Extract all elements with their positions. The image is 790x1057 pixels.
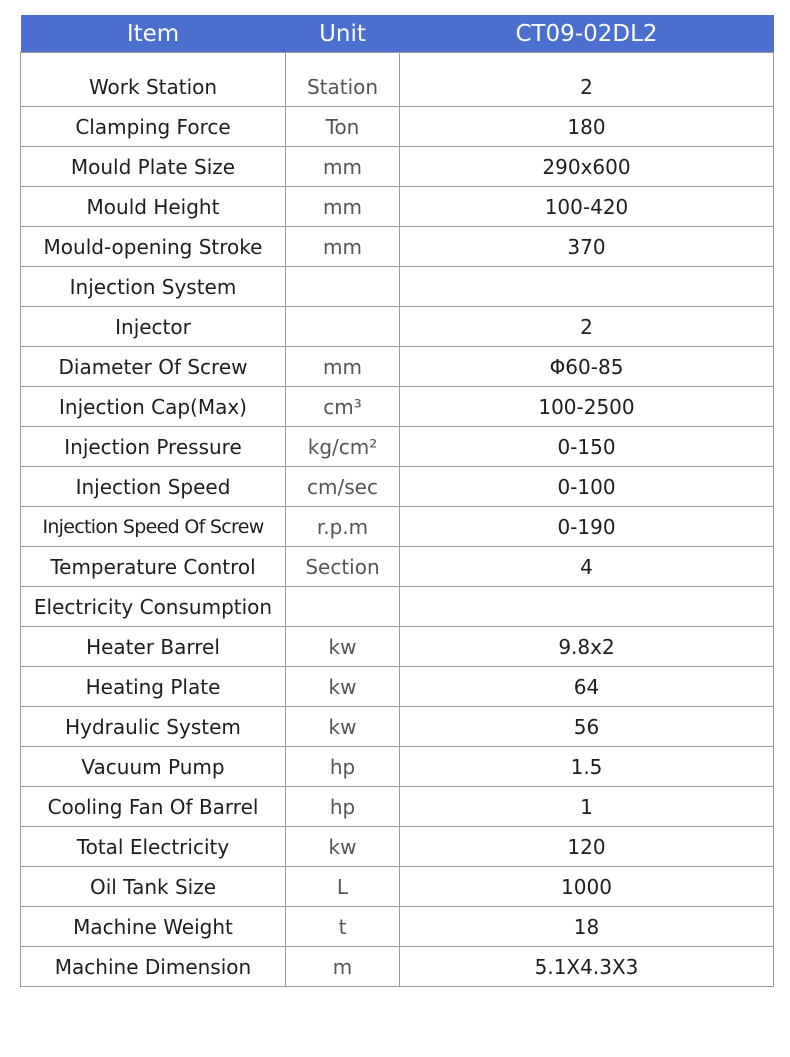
value-cell: 2 bbox=[400, 307, 774, 347]
table-row bbox=[21, 947, 774, 987]
value-cell: 180 bbox=[400, 107, 774, 147]
item-cell: Injection Speed bbox=[21, 467, 286, 507]
item-cell: Hydraulic System bbox=[21, 707, 286, 747]
unit-cell: Section bbox=[286, 547, 400, 587]
unit-cell: hp bbox=[286, 787, 400, 827]
unit-cell: t bbox=[286, 907, 400, 947]
value-cell: 9.8x2 bbox=[400, 627, 774, 667]
table-row bbox=[21, 867, 774, 907]
table-row bbox=[21, 107, 774, 147]
item-cell: Injector bbox=[21, 307, 286, 347]
header-item: Item bbox=[21, 15, 286, 53]
item-cell: Mould Plate Size bbox=[21, 147, 286, 187]
table-row bbox=[21, 507, 774, 547]
table-row bbox=[21, 747, 774, 787]
item-cell: Clamping Force bbox=[21, 107, 286, 147]
table-row bbox=[21, 627, 774, 667]
unit-cell: kw bbox=[286, 667, 400, 707]
item-cell: Vacuum Pump bbox=[21, 747, 286, 787]
value-cell: 56 bbox=[400, 707, 774, 747]
unit-cell: kg/cm² bbox=[286, 427, 400, 467]
value-cell: 0-190 bbox=[400, 507, 774, 547]
spacer-cell bbox=[400, 53, 774, 68]
table-row bbox=[21, 187, 774, 227]
value-cell: 290x600 bbox=[400, 147, 774, 187]
unit-cell: mm bbox=[286, 347, 400, 387]
table-row bbox=[21, 427, 774, 467]
item-cell: Diameter Of Screw bbox=[21, 347, 286, 387]
table-header bbox=[21, 15, 774, 53]
table-row bbox=[21, 587, 774, 627]
value-cell: 100-2500 bbox=[400, 387, 774, 427]
value-cell: 2 bbox=[400, 67, 774, 107]
item-cell: Electricity Consumption bbox=[21, 587, 286, 627]
item-cell: Mould-opening Stroke bbox=[21, 227, 286, 267]
value-cell: 370 bbox=[400, 227, 774, 267]
item-cell: Temperature Control bbox=[21, 547, 286, 587]
table-row bbox=[21, 707, 774, 747]
table-row bbox=[21, 387, 774, 427]
unit-cell: mm bbox=[286, 147, 400, 187]
value-cell: 1.5 bbox=[400, 747, 774, 787]
value-cell: 64 bbox=[400, 667, 774, 707]
unit-cell: cm³ bbox=[286, 387, 400, 427]
value-cell: 100-420 bbox=[400, 187, 774, 227]
item-cell: Machine Dimension bbox=[21, 947, 286, 987]
table-row bbox=[21, 267, 774, 307]
table-row bbox=[21, 667, 774, 707]
unit-cell bbox=[286, 307, 400, 347]
value-cell: 0-150 bbox=[400, 427, 774, 467]
header-unit: Unit bbox=[286, 15, 400, 53]
item-cell: Cooling Fan Of Barrel bbox=[21, 787, 286, 827]
item-cell: Injection Cap(Max) bbox=[21, 387, 286, 427]
table-body bbox=[21, 53, 774, 987]
unit-cell: r.p.m bbox=[286, 507, 400, 547]
unit-cell: m bbox=[286, 947, 400, 987]
value-cell: 1 bbox=[400, 787, 774, 827]
unit-cell bbox=[286, 267, 400, 307]
unit-cell bbox=[286, 587, 400, 627]
value-cell: 1000 bbox=[400, 867, 774, 907]
spacer-cell bbox=[286, 53, 400, 68]
table-row bbox=[21, 147, 774, 187]
item-cell: Work Station bbox=[21, 67, 286, 107]
item-cell: Total Electricity bbox=[21, 827, 286, 867]
table-row bbox=[21, 307, 774, 347]
item-cell: Injection Pressure bbox=[21, 427, 286, 467]
header-model: CT09-02DL2 bbox=[400, 15, 774, 53]
spacer-cell bbox=[21, 53, 286, 68]
unit-cell: hp bbox=[286, 747, 400, 787]
spacer-row bbox=[21, 53, 774, 68]
unit-cell: mm bbox=[286, 187, 400, 227]
spec-table bbox=[20, 15, 774, 987]
item-cell: Heater Barrel bbox=[21, 627, 286, 667]
item-cell: Heating Plate bbox=[21, 667, 286, 707]
table-row bbox=[21, 787, 774, 827]
value-cell bbox=[400, 587, 774, 627]
value-cell bbox=[400, 267, 774, 307]
value-cell: 5.1X4.3X3 bbox=[400, 947, 774, 987]
table-row bbox=[21, 67, 774, 107]
value-cell: 120 bbox=[400, 827, 774, 867]
table-row bbox=[21, 347, 774, 387]
unit-cell: kw bbox=[286, 627, 400, 667]
table-row bbox=[21, 547, 774, 587]
unit-cell: kw bbox=[286, 707, 400, 747]
value-cell: Φ60-85 bbox=[400, 347, 774, 387]
value-cell: 4 bbox=[400, 547, 774, 587]
unit-cell: mm bbox=[286, 227, 400, 267]
table-row bbox=[21, 227, 774, 267]
item-cell: Injection Speed Of Screw bbox=[21, 507, 286, 547]
unit-cell: kw bbox=[286, 827, 400, 867]
unit-cell: Station bbox=[286, 67, 400, 107]
table-row bbox=[21, 827, 774, 867]
table-row bbox=[21, 907, 774, 947]
header-row bbox=[21, 15, 774, 53]
value-cell: 0-100 bbox=[400, 467, 774, 507]
unit-cell: L bbox=[286, 867, 400, 907]
item-cell: Oil Tank Size bbox=[21, 867, 286, 907]
value-cell: 18 bbox=[400, 907, 774, 947]
unit-cell: cm/sec bbox=[286, 467, 400, 507]
item-cell: Machine Weight bbox=[21, 907, 286, 947]
table-row bbox=[21, 467, 774, 507]
item-cell: Injection System bbox=[21, 267, 286, 307]
item-cell: Mould Height bbox=[21, 187, 286, 227]
unit-cell: Ton bbox=[286, 107, 400, 147]
